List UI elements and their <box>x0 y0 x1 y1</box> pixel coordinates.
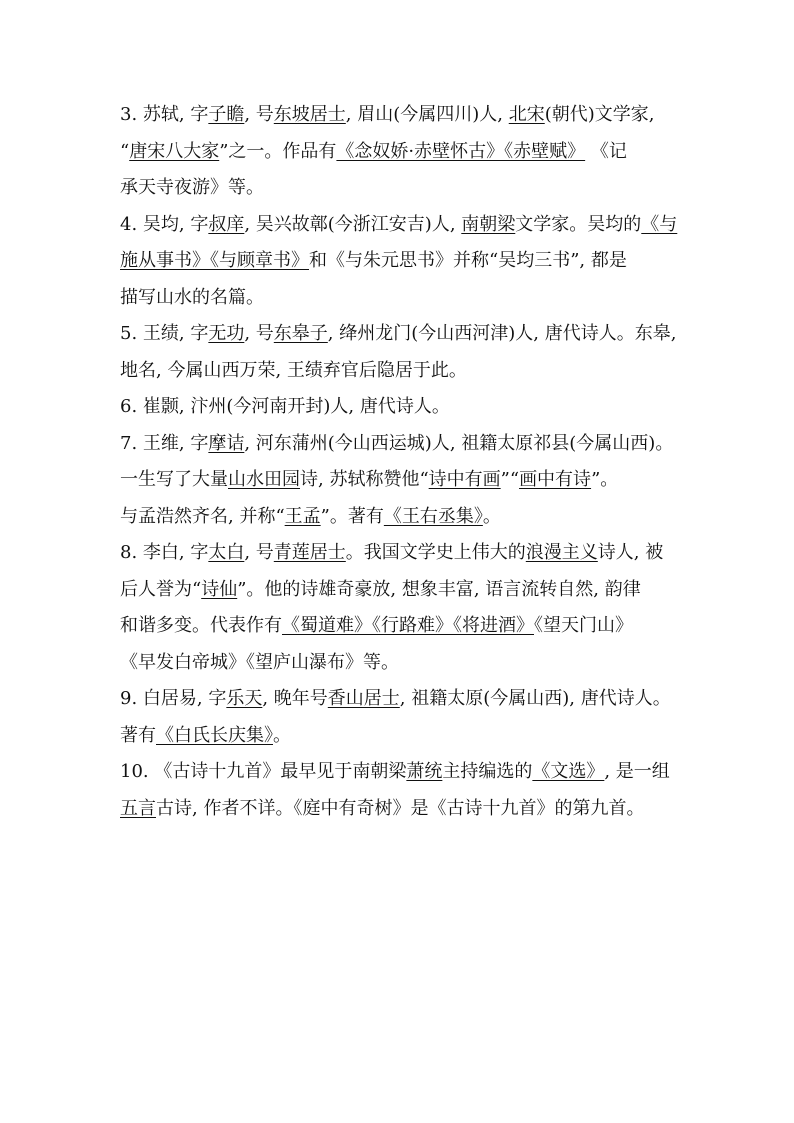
underlined-term: 东坡居士 <box>273 104 346 125</box>
underlined-term: 施从事书》《与顾章书》 <box>120 250 309 271</box>
underlined-term: 无功 <box>208 323 245 344</box>
text-segment: 10. 《古诗十九首》最早见于南朝梁 <box>120 761 407 782</box>
text-segment: , 号 <box>244 323 274 344</box>
text-segment: 古诗, 作者不详。《庭中有奇树》是《古诗十九首》的第九首。 <box>156 797 645 819</box>
text-segment: 7. 王维, 字 <box>120 432 209 454</box>
text-segment: ”。著有 <box>320 505 384 527</box>
underlined-term: 浪漫主义 <box>525 542 598 563</box>
text-line <box>120 681 690 718</box>
text-segment: 诗人, 被 <box>597 542 664 563</box>
underlined-term: 北宋 <box>508 104 545 125</box>
underlined-term: 萧统 <box>406 761 443 782</box>
underlined-term: 《蜀道难》《行路难》《将进酒》 <box>282 615 534 636</box>
text-segment: , 号 <box>244 542 274 563</box>
underlined-term: 《王右丞集》 <box>383 505 483 527</box>
text-line <box>120 243 690 280</box>
text-line <box>120 499 690 536</box>
text-segment: 承天寺夜游》等。 <box>120 177 264 198</box>
underlined-term: 《白氏长庆集》 <box>156 724 273 746</box>
text-segment: 。我国文学史上伟大的 <box>345 542 526 563</box>
underlined-term: 画中有诗 <box>519 469 592 490</box>
text-line <box>120 535 690 572</box>
text-line <box>120 426 690 463</box>
underlined-term: 乐天 <box>226 688 263 709</box>
text-segment: 8. 李白, 字 <box>120 542 209 563</box>
underlined-term: 《与 <box>641 213 678 235</box>
underlined-term: 山水田园 <box>228 469 300 490</box>
text-segment: 4. 吴均, 字 <box>120 213 209 235</box>
text-line <box>120 280 690 317</box>
underlined-term: 青莲居士 <box>273 542 346 563</box>
text-segment: 《早发白帝城》《望庐山瀑布》等。 <box>120 651 399 673</box>
text-segment: 主持编选的 <box>442 761 533 782</box>
text-segment: 。 <box>482 505 501 527</box>
underlined-term: 香山居士 <box>327 688 400 709</box>
text-segment: 6. 崔颢, 汴州(今河南开封)人, 唐代诗人。 <box>120 396 450 417</box>
underlined-term: 唐宋八大家 <box>129 140 220 162</box>
text-line <box>120 791 690 828</box>
text-line <box>120 462 690 499</box>
text-segment: , 吴兴故鄣(今浙江安吉)人, <box>244 213 462 235</box>
underlined-term: 东皋子 <box>273 323 328 344</box>
text-segment: 。 <box>273 724 291 746</box>
document-body <box>120 97 690 827</box>
text-line <box>120 389 690 426</box>
text-segment: 和谐多变。代表作有 <box>120 615 282 636</box>
underlined-term: 诗中有画 <box>428 469 501 490</box>
text-segment: , 河东蒲州(今山西运城)人, 祖籍太原祁县(今属山西)。 <box>244 432 674 454</box>
text-segment: 文学家。吴均的 <box>515 213 642 235</box>
text-segment: , 眉山(今属四川)人, <box>345 104 509 125</box>
underlined-term: 叔庠 <box>208 213 245 235</box>
text-segment: (朝代)文学家, <box>544 104 655 125</box>
text-segment: 《望天门山》 <box>534 615 633 636</box>
text-segment: ”。他的诗雄奇豪放, 想象丰富, 语言流转自然, 韵律 <box>237 578 641 600</box>
text-line <box>120 170 690 207</box>
text-line <box>120 572 690 609</box>
text-segment: 后人誉为“ <box>120 578 202 600</box>
underlined-term: 王孟 <box>284 505 321 527</box>
text-segment: 与孟浩然齐名, 并称“ <box>120 505 285 527</box>
text-segment: “ <box>120 140 130 162</box>
text-segment: 《记 <box>585 140 627 162</box>
underlined-term: 南朝梁 <box>461 213 516 235</box>
text-line <box>120 754 690 791</box>
text-segment: 和《与朱元思书》并称“吴均三书”, 都是 <box>309 250 627 271</box>
text-segment: , 晚年号 <box>262 688 328 709</box>
text-segment: , 是一组 <box>604 761 670 782</box>
underlined-term: 《文选》 <box>532 761 605 782</box>
text-segment: 3. 苏轼, 字 <box>120 104 209 125</box>
text-segment: 著有 <box>120 724 156 746</box>
text-segment: 5. 王绩, 字 <box>120 323 209 344</box>
underlined-term: 太白 <box>208 542 245 563</box>
text-segment: 9. 白居易, 字 <box>120 688 227 709</box>
text-segment: 描写山水的名篇。 <box>120 286 264 308</box>
underlined-term: 摩诘 <box>208 432 245 454</box>
text-segment: 诗, 苏轼称赞他“ <box>300 469 429 490</box>
text-line <box>120 316 690 353</box>
text-segment: , 祖籍太原(今属山西), 唐代诗人。 <box>399 688 671 709</box>
text-line <box>120 608 690 645</box>
text-line <box>120 134 690 171</box>
underlined-term: 《念奴娇·赤壁怀古》《赤壁赋》 <box>336 140 586 162</box>
text-segment: , 号 <box>244 104 274 125</box>
text-line <box>120 718 690 755</box>
text-line <box>120 207 690 244</box>
text-segment: ”之一。作品有 <box>219 140 337 162</box>
text-segment: 地名, 今属山西万荣, 王绩弃官后隐居于此。 <box>120 359 467 381</box>
text-segment: , 绛州龙门(今山西河津)人, 唐代诗人。东皋, <box>327 323 677 344</box>
underlined-term: 诗仙 <box>201 578 238 600</box>
text-segment: ”“ <box>500 469 520 490</box>
underlined-term: 五言 <box>120 797 156 819</box>
text-line <box>120 645 690 682</box>
text-segment: ”。 <box>591 469 619 490</box>
underlined-term: 子瞻 <box>208 104 245 125</box>
text-segment: 一生写了大量 <box>120 469 228 490</box>
text-line <box>120 97 690 134</box>
text-line <box>120 353 690 390</box>
